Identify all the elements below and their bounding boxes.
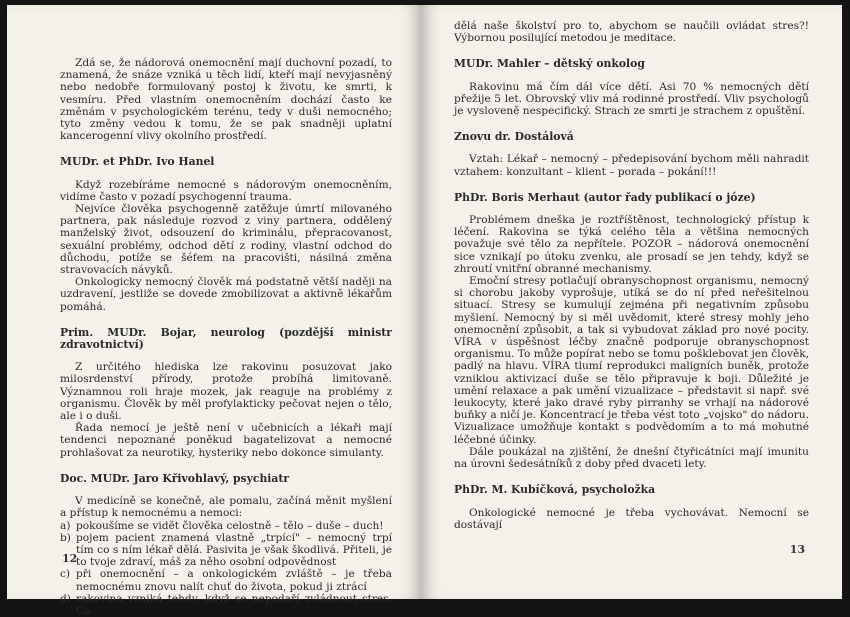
list-marker: c)	[60, 568, 70, 580]
list-item-text: pokoušíme se vidět člověka celostně – tělo – duše – duch!	[76, 520, 384, 532]
list-item-text: rakovina vzniká tehdy, když se nepodaří zvládnout stres. Co	[76, 593, 392, 617]
list-marker: a)	[60, 520, 70, 532]
heading-kubickova: PhDr. M. Kubíčková, psycholožka	[454, 484, 809, 496]
left-page-text	[60, 57, 392, 617]
paragraph: Řada nemocí je ještě není v učebnicích a lékaři mají tendenci nepoznané poněkud bagatelizovat a nemocné prohlašovat za neurotiky, hysteriky nebo dokonce simulanty.	[60, 422, 392, 459]
list-item	[60, 520, 392, 532]
heading-hanel: MUDr. et PhDr. Ivo Hanel	[60, 156, 392, 168]
left-page	[7, 5, 421, 599]
heading-bojar: Prim. MUDr. Bojar, neurolog (pozdější ministr zdravotnictví)	[60, 327, 392, 351]
paragraph: Onkologické nemocné je třeba vychovávat. Nemocní se dostávají	[454, 507, 809, 531]
paragraph: Nejvíce člověka psychogenně zatěžuje úmrtí milovaného partnera, pak následuje rozvod z viny partnera, oddělený manželský život, odsouzení do kriminálu, přepracovanost, sexuální problémy, odchod dětí z rodiny, vlastní odchod do důchodu, potíže se šéfem na pracovišti, násilná změna stravovacích návyků.	[60, 203, 392, 276]
list-item	[60, 593, 392, 617]
paragraph: Problémem dneška je roztříštěnost, technologický přístup k léčení. Rakovina se týká celého těla a většina nemocných považuje své tělo za nepřítele. POZOR – nádorová onemocnění sice vznikají po útoku zvenku, ale prosadí se jen tehdy, když se zhroutí vnitřní obranné mechanismy.	[454, 214, 809, 275]
list-marker: d)	[60, 593, 71, 605]
list-item-text: při onemocnění – a onkologickém zvláště – je třeba nemocnému znovu nalít chuť do života, pokud ji ztrácí	[76, 568, 392, 592]
heading-dostalova: Znovu dr. Dostálová	[454, 131, 809, 143]
list-marker: b)	[60, 532, 71, 544]
paragraph: Když rozebíráme nemocné s nádorovým onemocněním, vidíme často v pozadí psychogenní trauma.	[60, 179, 392, 203]
list-item	[60, 568, 392, 592]
paragraph: Dále poukázal na zjištění, že dnešní čtyřicátníci mají imunitu na úrovni šedesátníků z doby před dvaceti lety.	[454, 446, 809, 470]
paragraph: Vztah: Lékař – nemocný – předepisování bychom měli nahradit vztahem: konzultant – klient – porada – pokání!!!	[454, 153, 809, 177]
list-item	[60, 532, 392, 569]
heading-mahler: MUDr. Mahler – dětský onkolog	[454, 58, 809, 70]
paragraph: V medicíně se konečně, ale pomalu, začíná měnit myšlení a přístup k nemocnému a nemoci:	[60, 495, 392, 519]
list-item-text: pojem pacient znamená vlastně „trpící" – nemocný trpí tím co s ním lékař dělá. Pasivita je však škodlivá. Přiteli, je to tvoje zdraví, máš za něho osobní odpovědnost	[76, 532, 392, 568]
paragraph: Emoční stresy potlačují obranyschopnost organismu, nemocný si chorobu jakoby vyprošuje, utíká se do ní před neřešitelnou situací. Stresy se kumulují zejména při negativním způsobu myšlení. Nemocný by si měl uvědomit, které stresy mohly jeho onemocnění způsobit, a tak si vybudovat základ pro nové pocity. VÍRA v úspěšnost léčby značně podporuje obranyschopnost organismu. To může popírat nebo se tomu pošklebovat jen člověk, padlý na hlavu. VÍRA tlumí reprodukci maligních buněk, protože vzniklou aktivizací duše se tělo připravuje k boji. Důležité je umění relaxace a pak umění vizualizace – představit si např. své leukocyty, které jako dravé ryby pirranhy se vrhají na nádorové buňky a ničí je. Koncentrací je třeba vést toto „vojsko" do nádoru. Vizualizace umožňuje kontakt s podvědomím a to má mohutné léčebné účinky.	[454, 275, 809, 446]
right-page-text	[454, 20, 809, 531]
paragraph: Rakovinu má čím dál více dětí. Asi 70 % nemocných dětí přežije 5 let. Obrovský vliv má rodinné prostředí. Vliv psychologů je vysloveně nespecifický. Strach ze smrti je strachem z opuštění.	[454, 81, 809, 118]
page-number: 12	[62, 552, 77, 565]
paragraph-intro: Zdá se, že nádorová onemocnění mají duchovní pozadí, to znamená, že snáze vzniká u těch lidí, kteří mají nevyjasněný nebo nedobře formulovaný postoj k životu, ke smrti, k vesmíru. Před vlastním onemocněním dochází často ke změnám v psychologickém terénu, tedy v duši nemocného; tyto změny vedou k tomu, že se pak snadněji uplatní kancerogenní vlivy okolního prostředí.	[60, 57, 392, 142]
heading-krivohlavy: Doc. MUDr. Jaro Křivohlavý, psychiatr	[60, 473, 392, 485]
paragraph-continued: dělá naše školství pro to, abychom se naučili ovládat stres?! Výbornou posilující metodou je meditace.	[454, 20, 809, 44]
list	[60, 520, 392, 617]
page-number: 13	[790, 543, 805, 556]
paragraph: Onkologicky nemocný člověk má podstatně větší naději na uzdravení, jestliže se dovede zmobilizovat a aktivně lékařům pomáhá.	[60, 276, 392, 313]
heading-merhaut: PhDr. Boris Merhaut (autor řady publikací o józe)	[454, 192, 809, 204]
right-page	[421, 5, 842, 599]
paragraph: Z určitého hlediska lze rakovinu posuzovat jako milosrdenství přírody, protože probíhá limitovaně. Významnou roli hraje mozek, jak reaguje na problémy z organismu. Člověk by měl profylakticky pečovat nejen o tělo, ale i o duši.	[60, 361, 392, 422]
